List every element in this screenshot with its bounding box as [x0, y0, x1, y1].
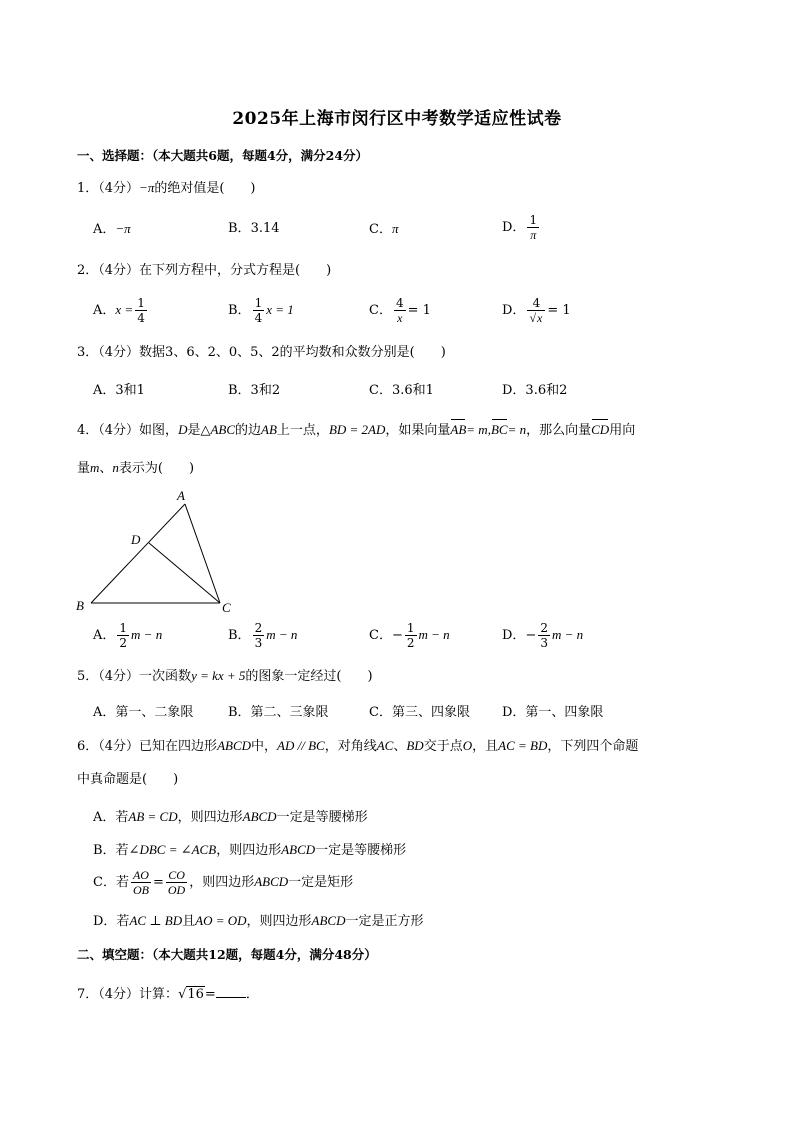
q6-option-c: C．若 $\frac{AO}{OB}$ = $\frac{CO}{OD}$ ，则四边形ABCD一定是矩形: [93, 868, 354, 897]
q4-option-b: B． $\frac{2}{3}$ m − n: [228, 621, 298, 650]
q5-option-d: D．第一、四象限: [502, 705, 604, 720]
q1-option-a: A．−π: [93, 221, 131, 237]
answer-blank[interactable]: [216, 983, 246, 998]
question-5: 5．（4分）一次函数y = kx + 5的图象一定经过( ): [77, 668, 373, 684]
section-fill-heading: 二、填空题：（本大题共12题，每题4分，满分48分）: [77, 947, 377, 962]
page-title: 2025年上海市闵行区中考数学适应性试卷: [232, 109, 562, 129]
question-6-line-2: 中真命题是( ): [77, 772, 179, 787]
q1-option-b: B．3.14: [228, 221, 280, 236]
q5-option-b: B．第二、三象限: [228, 705, 329, 720]
q2-option-d: D． $\frac{4}{√x}$ = 1: [502, 296, 571, 325]
q6-option-d: D．若AC ⊥ BD且AO = OD，则四边形ABCD一定是正方形: [93, 913, 424, 929]
q4-option-d: D．− $\frac{2}{3}$ m − n: [502, 621, 584, 650]
q3-option-a: A．3和1: [93, 383, 145, 398]
q3-option-b: B．3和2: [228, 383, 281, 398]
question-7: 7．（4分）计算：√16= ．: [77, 983, 259, 1005]
q4-option-c: C．− $\frac{1}{2}$ m − n: [369, 621, 450, 650]
q5-option-a: A．第一、二象限: [93, 705, 194, 720]
q3-option-d: D．3.6和2: [502, 383, 568, 398]
question-2: 2．（4分）在下列方程中，分式方程是( ): [77, 263, 332, 278]
q3-option-c: C．3.6和1: [369, 383, 434, 398]
q2-option-b: B． $\frac{1}{4}$ x = 1: [228, 296, 294, 325]
q2-option-c: C． $\frac{4}{x}$ = 1: [369, 296, 431, 325]
q1-option-d: D． $\frac{1}{\pi}$: [502, 213, 538, 242]
label-d: D: [131, 532, 141, 547]
side-ab: [91, 504, 185, 603]
label-c: C: [222, 600, 231, 615]
q6-option-a: A．若AB = CD，则四边形ABCD一定是等腰梯形: [93, 809, 368, 825]
question-3: 3．（4分）数据3、6、2、0、5、2的平均数和众数分别是( ): [77, 345, 446, 360]
question-4-line-2: 量m、n表示为( ): [77, 460, 195, 476]
question-4: 4．（4分）如图，D是△ABC的边AB上一点，BD = 2AD，如果向量AB= m,BC= n，那么向量CD用向: [77, 422, 636, 438]
section-choice-heading: 一、选择题：（本大题共6题，每题4分，满分24分）: [77, 148, 369, 163]
q4-option-a: A． $\frac{1}{2}$ m − n: [93, 621, 163, 650]
q6-option-b: B．若∠DBC = ∠ACB，则四边形ABCD一定是等腰梯形: [93, 842, 407, 858]
label-b: B: [76, 598, 84, 613]
triangle-figure: [70, 486, 240, 616]
q1-option-c: C．π: [369, 221, 399, 237]
label-a: A: [177, 488, 185, 503]
question-6: 6．（4分）已知在四边形ABCD中，AD // BC，对角线AC、BD交于点O，且AC = BD，下列四个命题: [77, 738, 639, 754]
question-1: 1．（4分）−π的绝对值是( ): [77, 180, 256, 196]
q2-option-a: A．x = $\frac{1}{4}$: [93, 296, 145, 325]
q5-option-c: C．第三、四象限: [369, 705, 470, 720]
